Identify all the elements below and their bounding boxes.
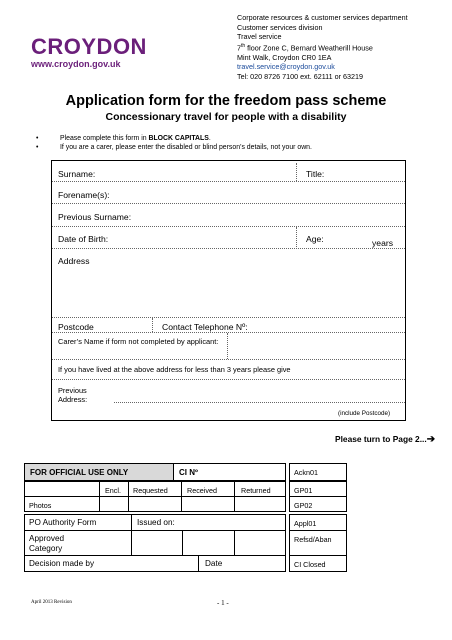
applicant-details-form	[51, 160, 406, 421]
previous-surname-line[interactable]	[52, 226, 405, 227]
gp01-label: GP01	[294, 486, 313, 495]
photos-received-cell[interactable]	[181, 496, 235, 512]
decision-date-cell[interactable]	[198, 555, 286, 572]
age-label: Age:	[306, 234, 324, 244]
gp02-cell[interactable]	[289, 496, 347, 512]
revision-note: April 2013 Revision	[31, 600, 72, 605]
instruction-item	[36, 143, 312, 152]
photos-cell	[24, 496, 100, 512]
approved-category-cell	[24, 530, 132, 556]
page-title: Application form for the freedom pass scheme	[65, 93, 387, 109]
category-box-1[interactable]	[131, 530, 183, 556]
page-subtitle: Concessionary travel for people with a disability	[105, 111, 347, 123]
surname-title-divider	[296, 163, 297, 181]
ackn-cell[interactable]	[289, 463, 347, 481]
ci-closed-cell[interactable]	[289, 555, 347, 572]
photos-requested-cell[interactable]	[128, 496, 182, 512]
floor-rest: floor Zone C, Bernard Weatherill House	[245, 43, 373, 53]
encl-label: Encl.	[105, 486, 121, 495]
returned-label: Returned	[241, 486, 271, 495]
appl01-label: Appl01	[294, 519, 317, 528]
refsd-label: Refsd/Aban	[294, 535, 332, 544]
turn-page-text: Please turn to Page 2...	[335, 434, 427, 444]
previous-address-line[interactable]	[114, 402, 405, 403]
ci-number-cell[interactable]	[173, 463, 286, 481]
official-use-label: FOR OFFICIAL USE ONLY	[30, 468, 129, 477]
photos-returned-cell[interactable]	[234, 496, 286, 512]
carer-name-label: Carer’s Name if form not completed by applicant:	[58, 337, 219, 346]
decision-date-label: Date	[205, 559, 223, 568]
po-authority-cell	[24, 514, 132, 531]
postcode-divider	[152, 318, 153, 332]
surname-line[interactable]	[52, 181, 405, 182]
ci-number-label: CI Nº	[179, 468, 198, 477]
encl-cell	[99, 481, 129, 497]
bullet-icon: •	[36, 135, 39, 142]
floor-number: 7	[237, 43, 241, 53]
requested-label: Requested	[133, 486, 168, 495]
address-line-4	[237, 42, 408, 53]
forenames-line[interactable]	[52, 203, 405, 204]
category-box-3[interactable]	[234, 530, 286, 556]
instruction-text-post: .	[208, 135, 211, 142]
address-line-5: Mint Walk, Croydon CR0 1EA	[237, 52, 332, 62]
address-label: Address	[58, 256, 90, 266]
refsd-cell[interactable]	[289, 530, 347, 556]
address-line-2: Customer services division	[237, 22, 323, 32]
approved-category-label: Approved Category	[29, 534, 65, 553]
carer-divider	[227, 333, 228, 359]
requested-cell	[128, 481, 182, 497]
dob-age-divider	[296, 227, 297, 247]
logo-url[interactable]: www.croydon.gov.uk	[31, 59, 121, 69]
address-phone: Tel: 020 8726 7100 ext. 62111 or 63219	[237, 71, 364, 81]
instruction-item	[36, 134, 312, 143]
gp02-label: GP02	[294, 501, 313, 510]
decision-made-by-label: Decision made by	[29, 559, 95, 568]
ackn-label: Ackn01	[294, 468, 318, 477]
address-line-1: Corporate resources & customer services department	[237, 13, 408, 22]
include-postcode-note: (include Postcode)	[338, 410, 391, 417]
bullet-icon: •	[36, 144, 39, 151]
council-logo	[31, 36, 147, 69]
instruction-text-pre: Please complete this form in	[60, 135, 149, 142]
issued-on-label: Issued on:	[137, 518, 175, 527]
ci-closed-label: CI Closed	[294, 560, 326, 569]
previous-address-label: Previous Address:	[58, 386, 88, 404]
contact-telephone-label: Contact Telephone Nº:	[162, 322, 248, 332]
official-use-header	[24, 463, 174, 481]
gp01-cell[interactable]	[289, 481, 347, 497]
turn-page-note	[335, 434, 435, 445]
surname-label: Surname:	[58, 169, 96, 179]
lived-less-line	[52, 379, 405, 380]
encl-blank-cell	[24, 481, 100, 497]
returned-cell	[234, 481, 286, 497]
page-number: - 1 -	[217, 599, 229, 607]
years-label: years	[372, 238, 394, 248]
dob-line[interactable]	[52, 248, 405, 249]
issued-on-cell[interactable]	[131, 514, 286, 531]
received-cell	[181, 481, 235, 497]
lived-less-label: If you have lived at the above address for less than 3 years please give	[58, 365, 291, 374]
logo-name: CROYDON	[31, 34, 147, 59]
po-authority-label: PO Authority Form	[29, 518, 97, 527]
photos-encl-cell[interactable]	[99, 496, 129, 512]
address-line-3: Travel service	[237, 32, 282, 42]
instruction-text-bold: BLOCK CAPITALS	[148, 135, 209, 142]
previous-surname-label: Previous Surname:	[58, 212, 132, 222]
appl01-cell[interactable]	[289, 514, 347, 531]
instructions-list	[36, 134, 312, 152]
postcode-label: Postcode	[58, 322, 94, 332]
instruction-text: If you are a carer, please enter the disabled or blind person’s details, not your own.	[60, 144, 312, 151]
carer-name-line[interactable]	[52, 359, 405, 360]
decision-made-by-cell[interactable]	[24, 555, 199, 572]
forenames-label: Forename(s):	[58, 190, 110, 200]
address-line[interactable]	[52, 317, 405, 318]
title-label: Title:	[306, 169, 325, 179]
received-label: Received	[187, 486, 217, 495]
arrow-right-icon: ➔	[426, 434, 436, 445]
photos-label: Photos	[29, 501, 52, 510]
floor-suffix: th	[241, 42, 246, 49]
category-box-2[interactable]	[182, 530, 235, 556]
address-email[interactable]: travel.service@croydon.gov.uk	[237, 62, 335, 72]
dob-label: Date of Birth:	[58, 234, 109, 244]
postcode-line[interactable]	[52, 332, 405, 333]
department-address	[237, 13, 408, 82]
